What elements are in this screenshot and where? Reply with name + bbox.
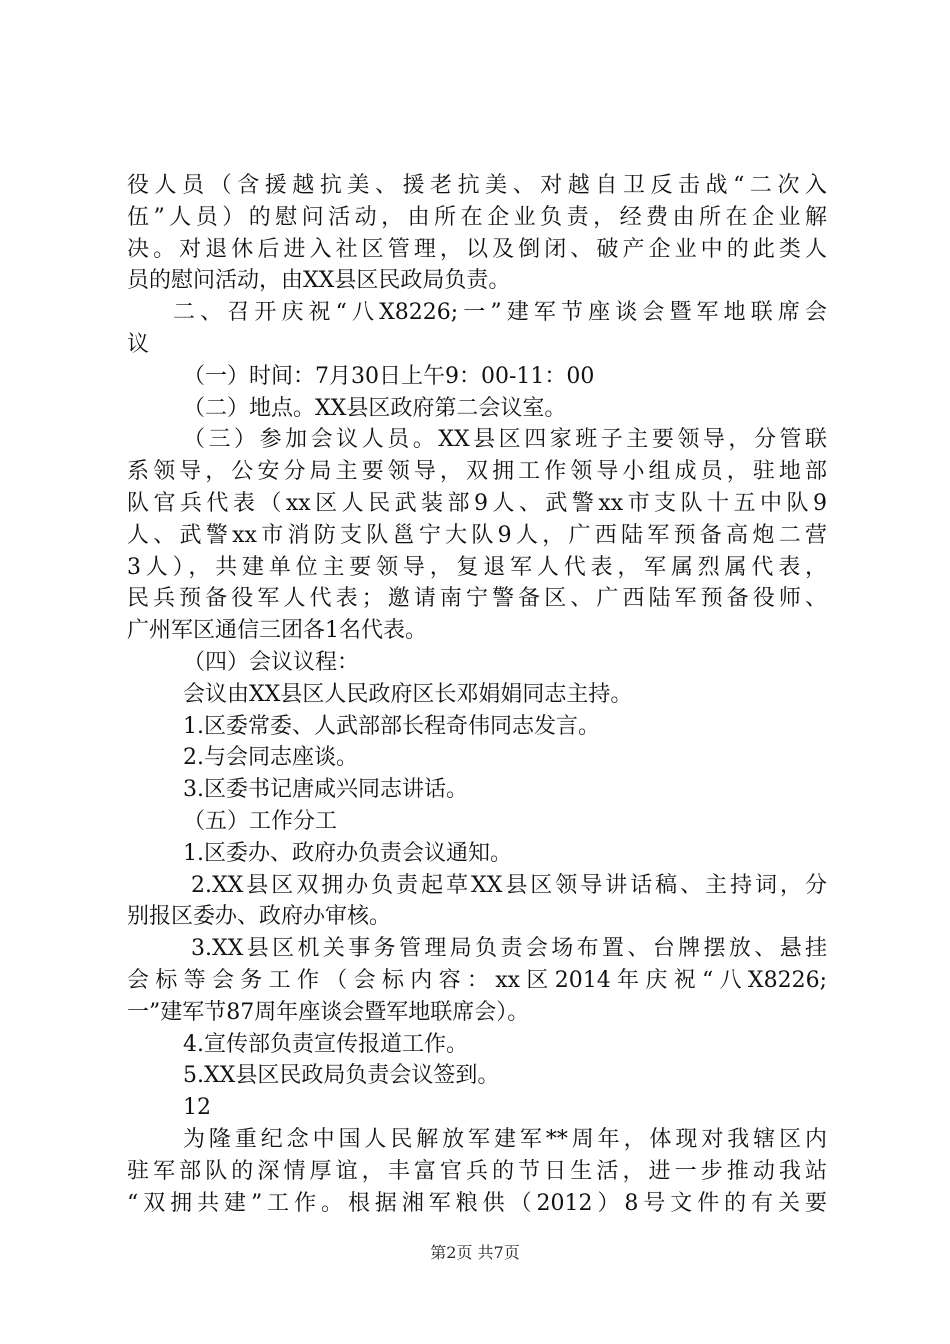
text-line: 驻军部队的深情厚谊，丰富官兵的节日生活，进一步推动我站 <box>127 1158 827 1184</box>
text-line: 伍”人员）的慰问活动，由所在企业负责，经费由所在企业解 <box>127 204 827 230</box>
text-line: 12 <box>183 1095 211 1121</box>
text-line: 3人），共建单位主要领导，复退军人代表，军属烈属代表， <box>127 554 827 580</box>
text-line: 1.区委办、政府办负责会议通知。 <box>183 840 512 866</box>
text-line: 人、武警xx市消防支队邕宁大队9人，广西陆军预备高炮二营 <box>127 522 827 548</box>
text-line: 民兵预备役军人代表；邀请南宁警备区、广西陆军预备役师、 <box>127 586 827 612</box>
text-line: （二）地点。XX县区政府第二会议室。 <box>183 395 567 421</box>
text-line: 5.XX县区民政局负责会议签到。 <box>183 1063 500 1089</box>
text-line: 会议由XX县区人民政府区长邓娟娟同志主持。 <box>183 681 633 707</box>
text-line: 2.XX县区双拥办负责起草XX县区领导讲话稿、主持词，分 <box>191 872 827 898</box>
text-line: 别报区委办、政府办审核。 <box>127 904 392 930</box>
text-line: 系领导，公安分局主要领导，双拥工作领导小组成员，驻地部 <box>127 459 827 485</box>
text-line: 为隆重纪念中国人民解放军建军**周年，体现对我辖区内 <box>183 1126 827 1152</box>
text-line: （一）时间：7月30日上午9：00-11：00 <box>183 363 595 389</box>
document-body <box>127 170 827 1219</box>
text-line: 广州军区通信三团各1名代表。 <box>127 618 427 644</box>
section-heading: 二、召开庆祝“八X8226;一”建军节座谈会暨军地联席会 <box>173 300 827 326</box>
text-line: （五）工作分工 <box>183 808 338 834</box>
text-line: 2.与会同志座谈。 <box>183 745 358 771</box>
text-line: “双拥共建”工作。根据湘军粮供（2012）8号文件的有关要 <box>127 1190 827 1216</box>
text-line: 决。对退休后进入社区管理，以及倒闭、破产企业中的此类人 <box>127 236 827 262</box>
page-number-footer: 第2页 共7页 <box>430 1243 520 1262</box>
text-line: 1.区委常委、人武部部长程奇伟同志发言。 <box>183 713 600 739</box>
text-line: 3.XX县区机关事务管理局负责会场布置、台牌摆放、悬挂 <box>191 936 827 962</box>
text-line: 3.区委书记唐咸兴同志讲话。 <box>183 777 468 803</box>
text-line: 会标等会务工作（会标内容：xx区2014年庆祝“八X8226; <box>127 967 827 993</box>
text-line: 4.宣传部负责宣传报道工作。 <box>183 1031 468 1057</box>
text-line: （三）参加会议人员。XX县区四家班子主要领导，分管联 <box>183 427 827 453</box>
text-line: 员的慰问活动，由XX县区民政局负责。 <box>127 268 511 294</box>
text-line: 一”建军节87周年座谈会暨军地联席会）。 <box>127 999 530 1025</box>
text-line: （四）会议议程： <box>183 649 360 675</box>
text-line: 役人员（含援越抗美、援老抗美、对越自卫反击战“二次入 <box>127 173 827 198</box>
text-line: 队官兵代表（xx区人民武装部9人、武警xx市支队十五中队9 <box>127 490 827 516</box>
text-line: 议 <box>127 331 150 357</box>
